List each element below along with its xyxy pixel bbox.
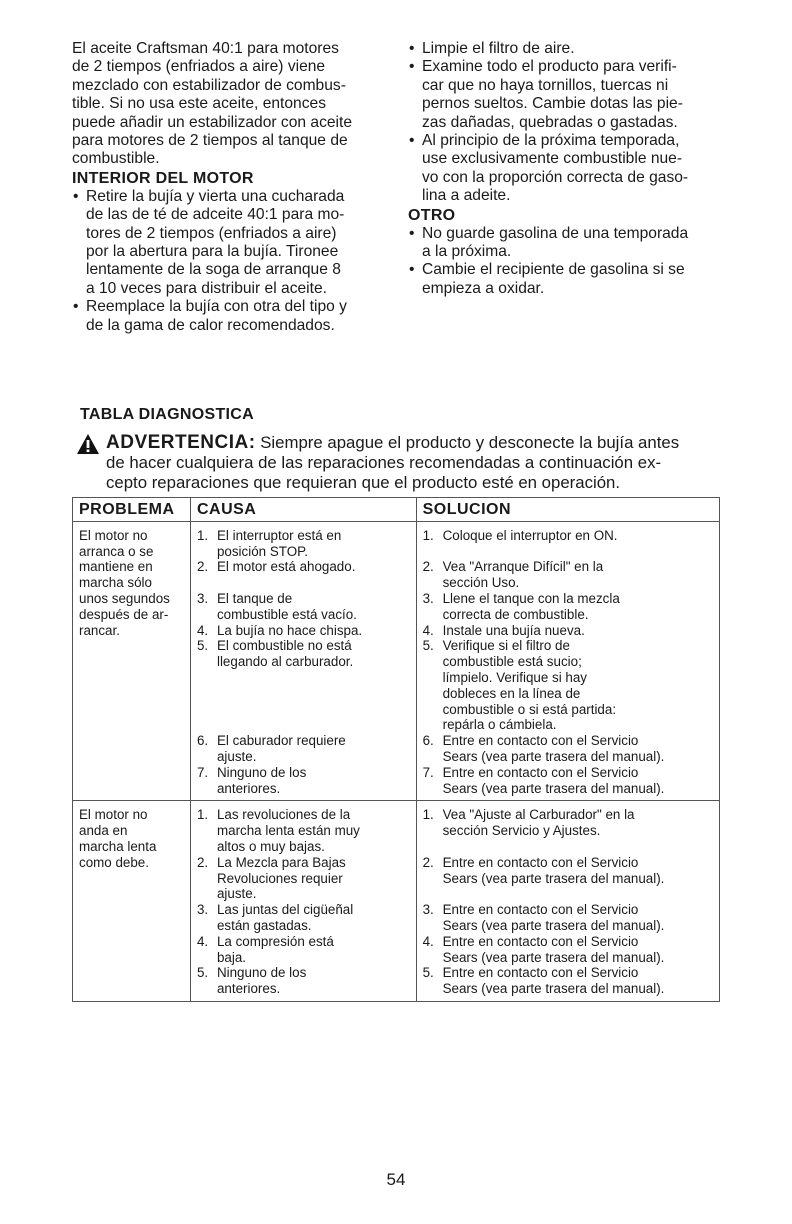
intro-line: El aceite Craftsman 40:1 para motores bbox=[72, 40, 339, 57]
solution-item bbox=[423, 638, 715, 733]
item-number: 4. bbox=[196, 933, 209, 949]
cause-line: Las juntas del cigüeñal bbox=[216, 902, 354, 918]
item-number: 5. bbox=[196, 638, 209, 654]
solution-line: Entre en contacto con el Servicio bbox=[442, 933, 639, 949]
problem-cell bbox=[73, 801, 191, 1002]
bullet-line: car que no haya tornillos, tuercas ni bbox=[422, 76, 669, 94]
problem-line: rancar. bbox=[79, 622, 120, 638]
intro-line: mezclado con estabilizador de combus- bbox=[72, 76, 346, 94]
cause-text bbox=[217, 765, 412, 797]
cause-text bbox=[217, 528, 412, 560]
solution-text bbox=[443, 765, 715, 797]
table-header-row bbox=[73, 498, 720, 522]
cause-line: Ninguno de los bbox=[216, 764, 307, 780]
solution-line: Entre en contacto con el Servicio bbox=[442, 764, 639, 780]
item-number: 1. bbox=[422, 807, 434, 823]
header-solution: SOLUCION bbox=[416, 498, 719, 522]
cause-line: ajuste. bbox=[216, 886, 257, 902]
cause-text bbox=[217, 591, 412, 623]
bullet-line: pernos sueltos. Cambie dotas las pie- bbox=[422, 95, 683, 113]
solution-item bbox=[423, 902, 715, 934]
solution-line: Entre en contacto con el Servicio bbox=[442, 965, 639, 981]
bullet-line: vo con la proporción correcta de gaso- bbox=[422, 168, 689, 186]
warning-block bbox=[76, 433, 726, 492]
intro-paragraph bbox=[72, 40, 392, 169]
cause-text bbox=[217, 807, 412, 854]
solution-text bbox=[443, 733, 715, 765]
section-heading-other: OTRO bbox=[408, 206, 456, 224]
solution-line: repárla o cámbiela. bbox=[442, 717, 557, 733]
cause-text bbox=[217, 902, 412, 934]
header-problem: PROBLEMA bbox=[73, 498, 191, 522]
solution-item bbox=[423, 765, 715, 797]
bullet-line: por la abertura para la bujía. Tironee bbox=[86, 243, 339, 261]
warning-text: Siempre apague el producto y desconecte la bujía antes bbox=[260, 433, 680, 452]
page-number: 54 bbox=[386, 1170, 406, 1189]
solution-line: correcta de combustible. bbox=[442, 606, 589, 622]
bullet-item bbox=[408, 40, 728, 58]
cause-line: posición STOP. bbox=[216, 543, 309, 559]
solution-line: Entre en contacto con el Servicio bbox=[442, 902, 639, 918]
cause-item bbox=[197, 528, 412, 560]
solution-item bbox=[423, 934, 715, 966]
bullet-line: de las de té de adceite 40:1 para mo- bbox=[86, 206, 345, 224]
solution-line: Sears (vea parte trasera del manual). bbox=[442, 949, 665, 965]
cause-text bbox=[217, 638, 412, 733]
item-number: 4. bbox=[422, 622, 434, 638]
item-number: 4. bbox=[422, 933, 434, 949]
maintenance-bullets bbox=[408, 40, 728, 206]
solution-item bbox=[423, 965, 715, 997]
item-number: 6. bbox=[422, 733, 434, 749]
solution-text bbox=[443, 855, 715, 902]
cause-item bbox=[197, 965, 412, 997]
intro-line: combustible. bbox=[72, 150, 160, 168]
solution-line: Vea "Ajuste al Carburador" en la bbox=[442, 807, 635, 823]
item-number: 7. bbox=[196, 764, 209, 780]
solution-cell bbox=[416, 801, 719, 1002]
engine-bullets bbox=[72, 188, 392, 335]
cause-item bbox=[197, 855, 412, 902]
solution-text bbox=[443, 807, 715, 854]
solution-line: sección Uso. bbox=[442, 575, 520, 591]
table-row bbox=[73, 801, 720, 1002]
bullet-line: zas dañadas, quebradas o gastadas. bbox=[422, 113, 678, 131]
cause-line: El caburador requiere bbox=[216, 733, 346, 749]
solution-line: combustible o si está partida: bbox=[442, 701, 617, 717]
bullet-item bbox=[408, 261, 728, 298]
solution-line: Entre en contacto con el Servicio bbox=[442, 733, 639, 749]
solution-text bbox=[443, 638, 715, 733]
bullet-line: a la próxima. bbox=[422, 243, 512, 261]
bullet-item bbox=[408, 58, 728, 132]
cause-text bbox=[217, 934, 412, 966]
solution-text bbox=[443, 934, 715, 966]
cause-line: El motor está ahogado. bbox=[216, 559, 356, 575]
cause-line: La Mezcla para Bajas bbox=[216, 854, 346, 870]
cause-line: El combustible no está bbox=[216, 638, 352, 654]
solution-line: Sears (vea parte trasera del manual). bbox=[442, 748, 665, 764]
problem-line: anda en bbox=[79, 823, 128, 839]
bullet-line: Cambie el recipiente de gasolina si se bbox=[422, 261, 685, 279]
warning-line bbox=[76, 433, 726, 453]
cause-item bbox=[197, 623, 412, 639]
solution-item bbox=[423, 528, 715, 560]
solution-item bbox=[423, 591, 715, 623]
item-number: 3. bbox=[196, 902, 209, 918]
header-cause: CAUSA bbox=[190, 498, 416, 522]
problem-line: después de ar- bbox=[79, 606, 169, 622]
item-number: 4. bbox=[196, 622, 209, 638]
item-number: 1. bbox=[422, 527, 434, 543]
solution-text bbox=[443, 528, 715, 560]
section-heading-engine: INTERIOR DEL MOTOR bbox=[72, 169, 254, 187]
cause-line: Revoluciones requier bbox=[216, 870, 343, 886]
solution-line: límpielo. Verifique si hay bbox=[442, 669, 588, 685]
bullet-line: use exclusivamente combustible nue- bbox=[422, 150, 683, 168]
problem-line: como debe. bbox=[79, 854, 149, 870]
bullet-item bbox=[72, 298, 392, 335]
cause-line: marcha lenta están muy bbox=[216, 823, 360, 839]
solution-item bbox=[423, 733, 715, 765]
solution-line: dobleces en la línea de bbox=[442, 685, 581, 701]
solution-item bbox=[423, 807, 715, 854]
solution-line: Verifique si el filtro de bbox=[442, 638, 570, 654]
item-number: 1. bbox=[196, 807, 209, 823]
warning-line: de hacer cualquiera de las reparaciones recomendadas a continuación ex- bbox=[106, 452, 662, 472]
bullet-line: No guarde gasolina de una temporada bbox=[422, 224, 689, 242]
item-number: 6. bbox=[196, 733, 209, 749]
bullet-line: lentamente de la soga de arranque 8 bbox=[86, 261, 341, 279]
cause-line: anteriores. bbox=[216, 981, 281, 997]
cause-item bbox=[197, 638, 412, 733]
solution-line: Coloque el interruptor en ON. bbox=[442, 527, 618, 543]
item-number: 7. bbox=[422, 764, 434, 780]
left-column bbox=[72, 40, 392, 335]
solution-item bbox=[423, 855, 715, 902]
solution-text bbox=[443, 902, 715, 934]
solution-text bbox=[443, 559, 715, 591]
cause-text: La bujía no hace chispa. bbox=[216, 622, 363, 638]
solution-line: Llene el tanque con la mezcla bbox=[442, 590, 620, 606]
solution-line: combustible está sucio; bbox=[442, 654, 582, 670]
cause-item bbox=[197, 591, 412, 623]
problem-line: El motor no bbox=[79, 807, 148, 823]
item-number: 5. bbox=[422, 638, 434, 654]
item-number: 5. bbox=[422, 965, 434, 981]
solution-item bbox=[423, 559, 715, 591]
problem-line: unos segundos bbox=[79, 590, 170, 606]
cause-item bbox=[197, 807, 412, 854]
item-number: 2. bbox=[422, 559, 434, 575]
warning-line: cepto reparaciones que requieran que el producto esté en operación. bbox=[106, 472, 621, 492]
item-number: 3. bbox=[196, 590, 209, 606]
cause-text bbox=[217, 855, 412, 902]
solution-line: sección Servicio y Ajustes. bbox=[442, 823, 601, 839]
cause-line: anteriores. bbox=[216, 780, 281, 796]
cause-line: El tanque de bbox=[216, 590, 293, 606]
bullet-line: Al principio de la próxima temporada, bbox=[422, 132, 680, 150]
cause-text bbox=[217, 559, 412, 591]
solution-item bbox=[423, 623, 715, 639]
cause-line: ajuste. bbox=[216, 748, 257, 764]
solution-text: Instale una bujía nueva. bbox=[442, 622, 585, 638]
cause-item bbox=[197, 934, 412, 966]
solution-text bbox=[443, 591, 715, 623]
bullet-line: lina a adeite. bbox=[422, 187, 511, 205]
cause-line: baja. bbox=[216, 949, 247, 965]
cause-line: La compresión está bbox=[216, 933, 334, 949]
intro-line: tible. Si no usa este aceite, entonces bbox=[72, 95, 326, 113]
bullet-item bbox=[72, 188, 392, 298]
cause-line: altos o muy bajas. bbox=[216, 838, 325, 854]
cause-cell bbox=[190, 801, 416, 1002]
cause-line: combustible está vacío. bbox=[216, 606, 357, 622]
diagnostic-table bbox=[72, 497, 720, 1002]
cause-item bbox=[197, 733, 412, 765]
bullet-line: Reemplace la bujía con otra del tipo y bbox=[86, 298, 347, 316]
problem-line: marcha lenta bbox=[79, 838, 157, 854]
item-number: 3. bbox=[422, 902, 434, 918]
problem-line: mantiene en bbox=[79, 559, 153, 575]
bullet-line: Limpie el filtro de aire. bbox=[422, 40, 575, 57]
cause-cell bbox=[190, 521, 416, 801]
warning-triangle-icon bbox=[76, 433, 100, 455]
problem-line: El motor no bbox=[79, 527, 148, 543]
bullet-line: tores de 2 tiempos (enfriados a aire) bbox=[86, 224, 337, 242]
warning-label: ADVERTENCIA: bbox=[106, 432, 256, 453]
cause-text bbox=[217, 965, 412, 997]
cause-item bbox=[197, 765, 412, 797]
intro-line: de 2 tiempos (enfriados a aire) viene bbox=[72, 58, 326, 76]
solution-line: Sears (vea parte trasera del manual). bbox=[442, 981, 665, 997]
cause-line: Las revoluciones de la bbox=[216, 807, 351, 823]
table-row bbox=[73, 521, 720, 801]
bullet-line: Examine todo el producto para verifi- bbox=[422, 58, 677, 76]
cause-item bbox=[197, 902, 412, 934]
solution-line: Vea "Arranque Difícil" en la bbox=[442, 559, 604, 575]
item-number: 2. bbox=[196, 854, 209, 870]
problem-line: arranca o se bbox=[79, 543, 154, 559]
item-number: 3. bbox=[422, 590, 434, 606]
cause-line: están gastadas. bbox=[216, 917, 312, 933]
bullet-item bbox=[408, 225, 728, 262]
item-number: 5. bbox=[196, 965, 209, 981]
solution-line: Entre en contacto con el Servicio bbox=[442, 854, 639, 870]
cause-line: El interruptor está en bbox=[216, 527, 342, 543]
solution-line: Sears (vea parte trasera del manual). bbox=[442, 917, 665, 933]
other-bullets bbox=[408, 225, 728, 299]
bullet-line: a 10 veces para distribuir el aceite. bbox=[86, 279, 327, 297]
problem-cell bbox=[73, 521, 191, 801]
cause-item bbox=[197, 559, 412, 591]
cause-line: Ninguno de los bbox=[216, 965, 307, 981]
bullet-line: de la gama de calor recomendados. bbox=[86, 316, 335, 334]
item-number: 2. bbox=[422, 854, 434, 870]
bullet-line: Retire la bujía y vierta una cucharada bbox=[86, 187, 345, 205]
item-number: 2. bbox=[196, 559, 209, 575]
cause-text bbox=[217, 733, 412, 765]
solution-line: Sears (vea parte trasera del manual). bbox=[442, 780, 665, 796]
solution-text bbox=[443, 965, 715, 997]
problem-line: marcha sólo bbox=[79, 575, 152, 591]
cause-line: llegando al carburador. bbox=[216, 654, 354, 670]
diagnostic-title: TABLA DIAGNOSTICA bbox=[80, 406, 254, 423]
right-column bbox=[408, 40, 728, 298]
intro-line: para motores de 2 tiempos al tanque de bbox=[72, 132, 348, 150]
item-number: 1. bbox=[196, 527, 209, 543]
intro-line: puede añadir un estabilizador con aceite bbox=[72, 113, 353, 131]
solution-cell bbox=[416, 521, 719, 801]
bullet-item bbox=[408, 132, 728, 206]
solution-line: Sears (vea parte trasera del manual). bbox=[442, 870, 665, 886]
bullet-line: empieza a oxidar. bbox=[422, 279, 545, 297]
